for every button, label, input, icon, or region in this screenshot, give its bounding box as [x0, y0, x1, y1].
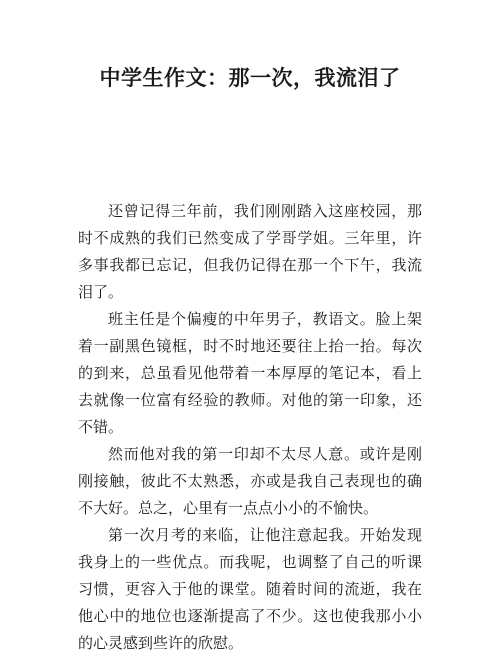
essay-body — [78, 198, 422, 657]
paragraph-1: 还曾记得三年前，我们刚刚踏入这座校园，那时不成熟的我们已然变成了学哥学姐。三年里，许多事我都已忘记，但我仍记得在那一个下午，我流泪了。 — [78, 202, 422, 301]
paragraph-2: 班主任是个偏瘦的中年男子，教语文。脸上架着一副黑色镜框，时不时地还要往上抬一抬。每次的到来，总虽看见他带着一本厚厚的笔记本，看上去就像一位富有经验的教师。对他的第一印象，还不错。 — [78, 310, 422, 436]
paragraph-4: 第一次月考的来临，让他注意起我。开始发现我身上的一些优点。而我呢，也调整了自己的听课习惯，更容入于他的课堂。随着时间的流逝，我在他心中的地位也逐渐提高了不少。这也使我那小小的心灵感到些许的欣慰。 — [78, 526, 422, 652]
paragraph-3: 然而他对我的第一印却不太尽人意。或许是刚刚接触，彼此不太熟悉，亦或是我自己表现也的确不大好。总之，心里有一点点小小的不愉快。 — [78, 445, 422, 517]
page-title: 中学生作文：那一次，我流泪了 — [99, 65, 401, 90]
